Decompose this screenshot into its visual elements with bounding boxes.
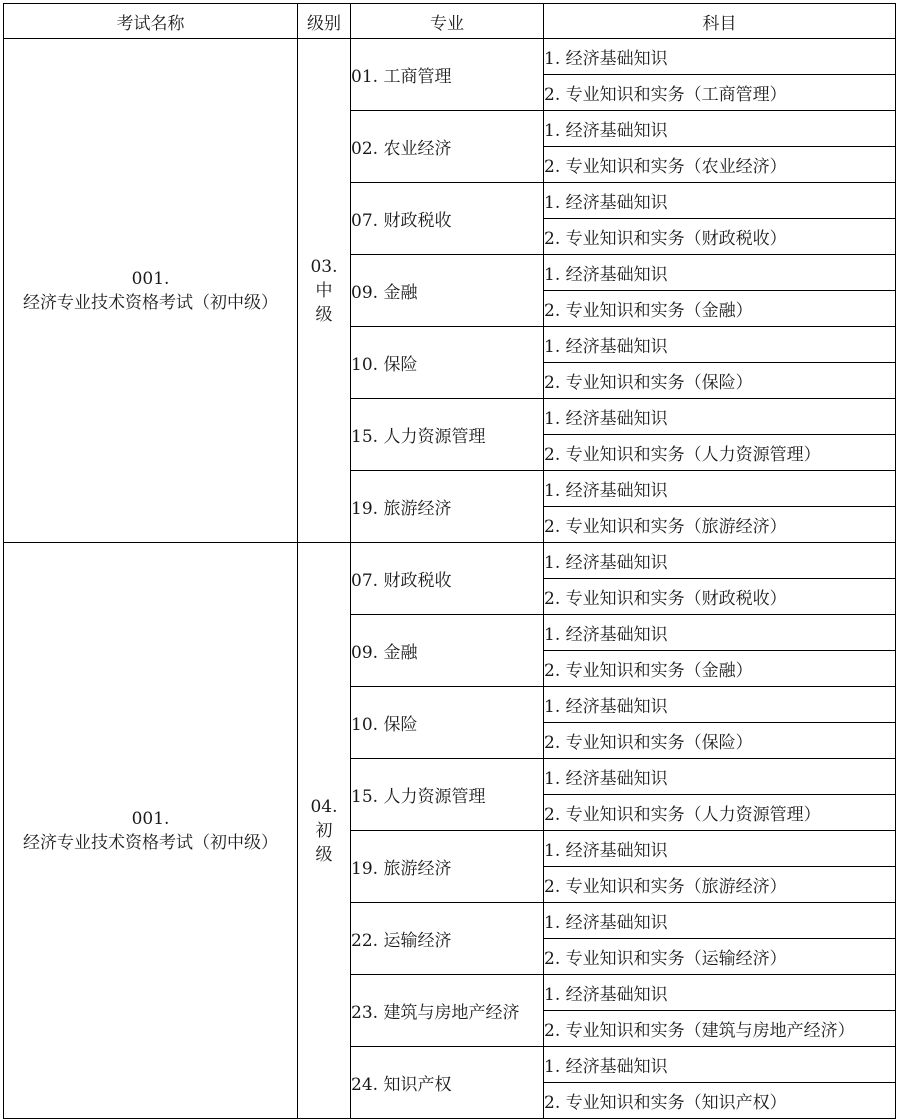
subject-cell: 1. 经济基础知识 xyxy=(544,255,896,291)
subject-cell: 1. 经济基础知识 xyxy=(544,399,896,435)
major-cell: 07. 财政税收 xyxy=(351,183,544,255)
subject-cell: 2. 专业知识和实务（知识产权） xyxy=(544,1083,896,1119)
subject-cell: 2. 专业知识和实务（建筑与房地产经济） xyxy=(544,1011,896,1047)
level-code: 04. xyxy=(310,796,338,817)
header-major: 专业 xyxy=(351,4,544,39)
level-code: 03. xyxy=(310,256,338,277)
major-cell: 07. 财政税收 xyxy=(351,543,544,615)
exam-name: 经济专业技术资格考试（初中级） xyxy=(23,832,278,853)
level-name-char: 初 xyxy=(315,820,333,841)
exam-name-cell xyxy=(4,39,298,543)
major-cell: 19. 旅游经济 xyxy=(351,831,544,903)
level-name-char: 级 xyxy=(315,844,333,865)
subject-cell: 1. 经济基础知识 xyxy=(544,39,896,75)
level-name-char: 中 xyxy=(315,280,333,301)
major-cell: 09. 金融 xyxy=(351,615,544,687)
major-cell: 23. 建筑与房地产经济 xyxy=(351,975,544,1047)
level-name-char: 级 xyxy=(315,304,333,325)
major-cell: 02. 农业经济 xyxy=(351,111,544,183)
major-cell: 10. 保险 xyxy=(351,687,544,759)
subject-cell: 1. 经济基础知识 xyxy=(544,1047,896,1083)
subject-cell: 2. 专业知识和实务（保险） xyxy=(544,723,896,759)
subject-cell: 1. 经济基础知识 xyxy=(544,543,896,579)
major-cell: 09. 金融 xyxy=(351,255,544,327)
subject-cell: 1. 经济基础知识 xyxy=(544,903,896,939)
subject-cell: 2. 专业知识和实务（财政税收） xyxy=(544,219,896,255)
exam-name-cell xyxy=(4,543,298,1119)
subject-cell: 2. 专业知识和实务（金融） xyxy=(544,291,896,327)
subject-cell: 1. 经济基础知识 xyxy=(544,471,896,507)
subject-cell: 2. 专业知识和实务（金融） xyxy=(544,651,896,687)
subject-cell: 2. 专业知识和实务（人力资源管理） xyxy=(544,435,896,471)
table-body xyxy=(4,39,896,1119)
major-cell: 19. 旅游经济 xyxy=(351,471,544,543)
header-level: 级别 xyxy=(298,4,351,39)
subject-cell: 1. 经济基础知识 xyxy=(544,183,896,219)
subject-cell: 1. 经济基础知识 xyxy=(544,759,896,795)
subject-cell: 1. 经济基础知识 xyxy=(544,111,896,147)
subject-cell: 2. 专业知识和实务（工商管理） xyxy=(544,75,896,111)
subject-cell: 2. 专业知识和实务（财政税收） xyxy=(544,579,896,615)
exam-subject-table xyxy=(3,3,896,1119)
exam-code: 001. xyxy=(131,808,170,829)
level-cell xyxy=(298,543,351,1119)
subject-cell: 2. 专业知识和实务（旅游经济） xyxy=(544,507,896,543)
table-row xyxy=(4,39,896,75)
table-header-row xyxy=(4,4,896,39)
exam-code: 001. xyxy=(131,268,170,289)
subject-cell: 1. 经济基础知识 xyxy=(544,687,896,723)
subject-cell: 2. 专业知识和实务（农业经济） xyxy=(544,147,896,183)
exam-name: 经济专业技术资格考试（初中级） xyxy=(23,292,278,313)
major-cell: 22. 运输经济 xyxy=(351,903,544,975)
header-exam-name: 考试名称 xyxy=(4,4,298,39)
subject-cell: 1. 经济基础知识 xyxy=(544,975,896,1011)
major-cell: 24. 知识产权 xyxy=(351,1047,544,1119)
table-row xyxy=(4,543,896,579)
major-cell: 01. 工商管理 xyxy=(351,39,544,111)
subject-cell: 2. 专业知识和实务（保险） xyxy=(544,363,896,399)
subject-cell: 1. 经济基础知识 xyxy=(544,615,896,651)
level-cell xyxy=(298,39,351,543)
subject-cell: 2. 专业知识和实务（旅游经济） xyxy=(544,867,896,903)
subject-cell: 2. 专业知识和实务（人力资源管理） xyxy=(544,795,896,831)
subject-cell: 1. 经济基础知识 xyxy=(544,327,896,363)
subject-cell: 2. 专业知识和实务（运输经济） xyxy=(544,939,896,975)
header-subject: 科目 xyxy=(544,4,896,39)
major-cell: 10. 保险 xyxy=(351,327,544,399)
subject-cell: 1. 经济基础知识 xyxy=(544,831,896,867)
major-cell: 15. 人力资源管理 xyxy=(351,399,544,471)
major-cell: 15. 人力资源管理 xyxy=(351,759,544,831)
